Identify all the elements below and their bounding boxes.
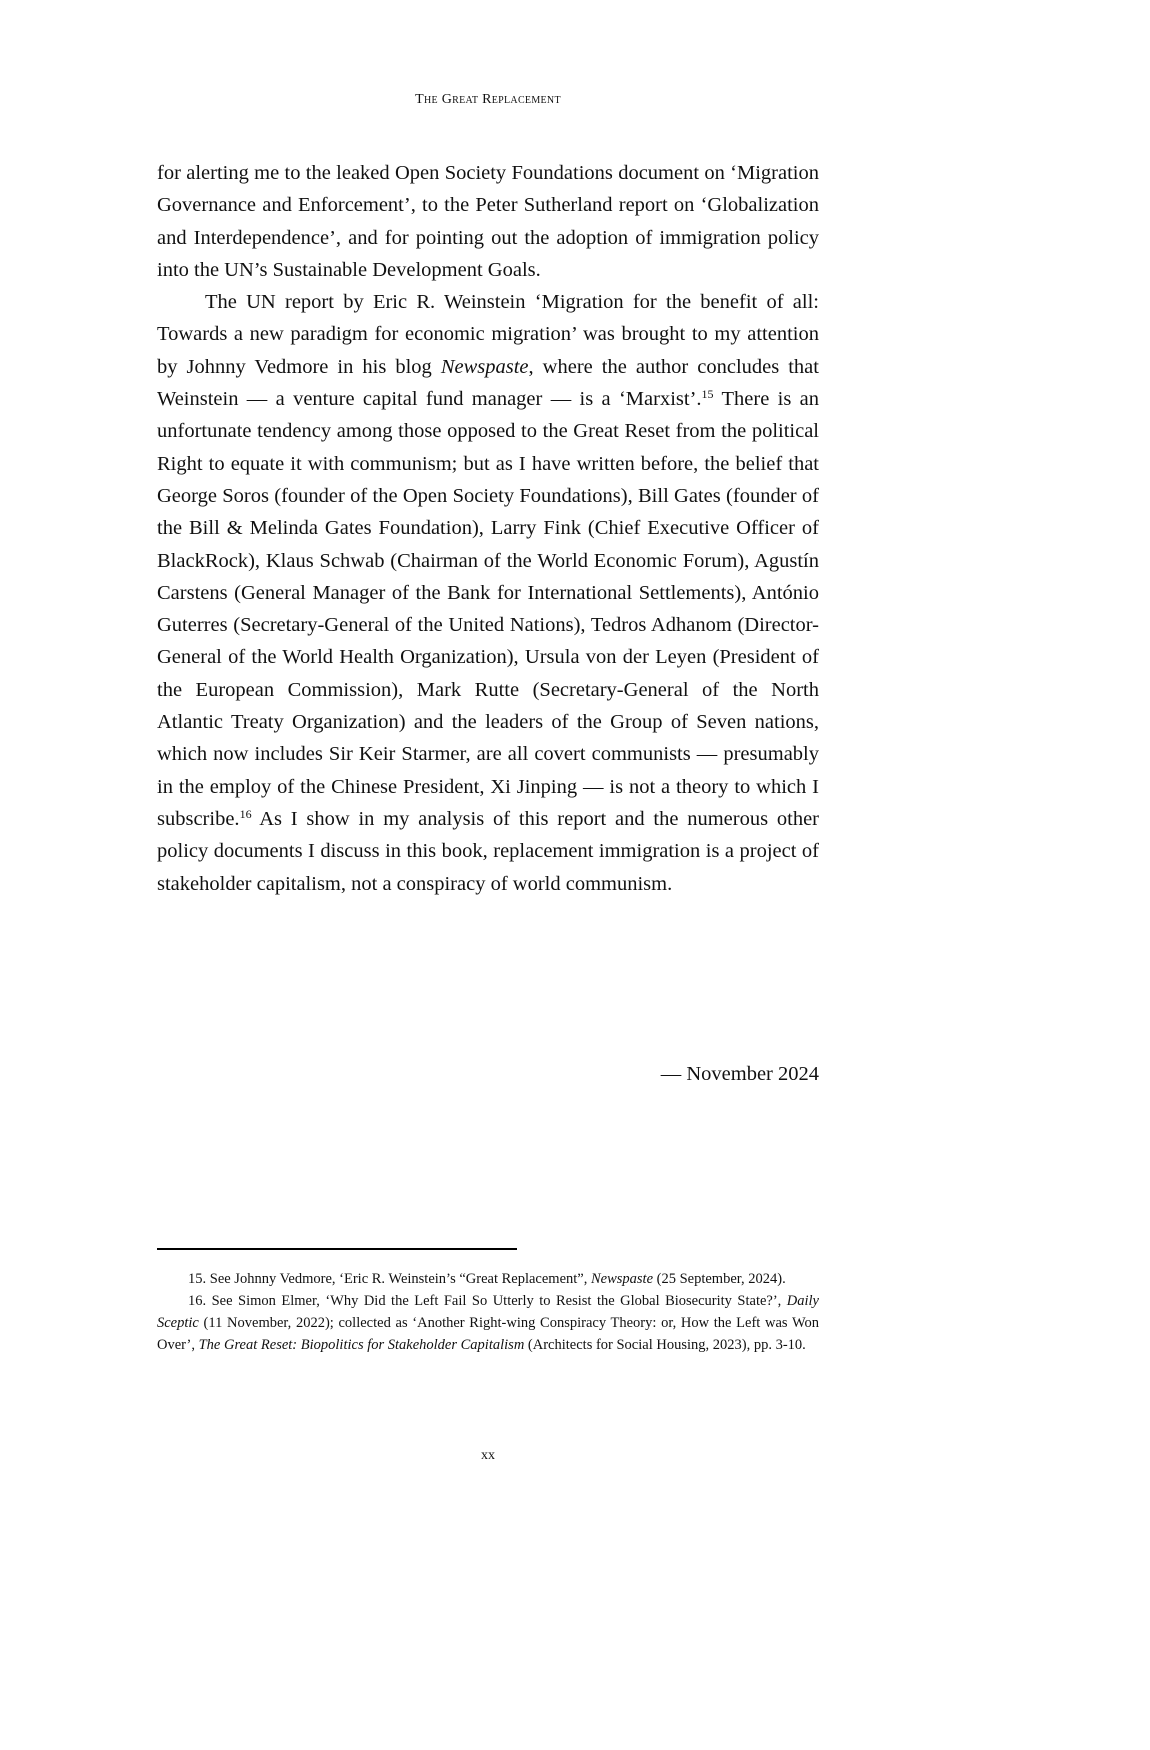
paragraph-2-text-b: , where the author concludes that Weinstein — a venture capital fund manager — is a ‘Marxist’. [157, 355, 819, 411]
paragraph-2-text-a: The UN report by Eric R. Weinstein ‘Migration for the benefit of all: Towards a new paradigm for economic migration’ was brought to my attention by Johnny Vedmore in his blog [157, 291, 819, 378]
date-signoff: — November 2024 [660, 1063, 819, 1085]
footnotes [157, 1268, 819, 1356]
footnote-16-text-b: (11 November, 2022); collected as ‘Another Right-wing Conspiracy Theory: or, How the Left was Won Over’, [157, 1315, 819, 1353]
footnote-ref-15[interactable]: 15 [701, 387, 714, 402]
footnote-16-italic-a: Daily Sceptic [157, 1293, 819, 1331]
paragraph-2 [157, 286, 819, 900]
footnote-15-italic: Newspaste [590, 1271, 654, 1287]
running-head: The Great Replacement [415, 92, 561, 107]
footnote-ref-16[interactable]: 16 [239, 806, 252, 821]
footnote-16-italic-b: The Great Reset: Biopolitics for Stakeholder Capitalism [198, 1337, 525, 1353]
footnote-16-text-c: (Architects for Social Housing, 2023), pp. 3-10. [524, 1337, 806, 1353]
blog-title: Newspaste [440, 355, 529, 378]
footnote-15-text-a: 15. See Johnny Vedmore, ‘Eric R. Weinstein’s “Great Replacement”, [188, 1271, 591, 1287]
footnote-16-text-a: 16. See Simon Elmer, ‘Why Did the Left Fail So Utterly to Resist the Global Biosecurity State?’, [188, 1293, 787, 1309]
footnote-divider [157, 1248, 517, 1250]
footnote-15 [157, 1268, 819, 1290]
page-number: xx [481, 1448, 495, 1463]
footnote-15-text-b: (25 September, 2024). [653, 1271, 786, 1287]
body-text [157, 157, 819, 900]
paragraph-1: for alerting me to the leaked Open Society Foundations document on ‘Migration Governance and Enforcement’, to the Peter Sutherland report on ‘Globalization and Interdependence’, and for pointing out the adoption of immigration policy into the UN’s Sustainable Development Goals. [157, 162, 819, 281]
paragraph-2-text-c: There is an unfortunate tendency among those opposed to the Great Reset from the political Right to equate it with communism; but as I have written before, the belief that George Soros (founder of the Open Society Foundations), Bill Gates (founder of the Bill & Melinda Gates Foundation), Larry Fink (Chief Executive Officer of BlackRock), Klaus Schwab (Chairman of the World Economic Forum), Agustín Carstens (General Manager of the Bank for International Settlements), António Guterres (Secretary-General of the United Nations), Tedros Adhanom (Director-General of the World Health Organization), Ursula von der Leyen (President of the European Commission), Mark Rutte (Secretary-General of the North Atlantic Treaty Organization) and the leaders of the Group of Seven nations, which now includes Sir Keir Starmer, are all covert communists — presumably in the employ of the Chinese President, Xi Jinping — is not a theory to which I subscribe. [157, 388, 819, 830]
footnote-16 [157, 1290, 819, 1356]
paragraph-2-text-d: As I show in my analysis of this report and the numerous other policy documents I discuss in this book, replacement immigration is a project of stakeholder capitalism, not a conspiracy of world communism. [157, 807, 819, 895]
